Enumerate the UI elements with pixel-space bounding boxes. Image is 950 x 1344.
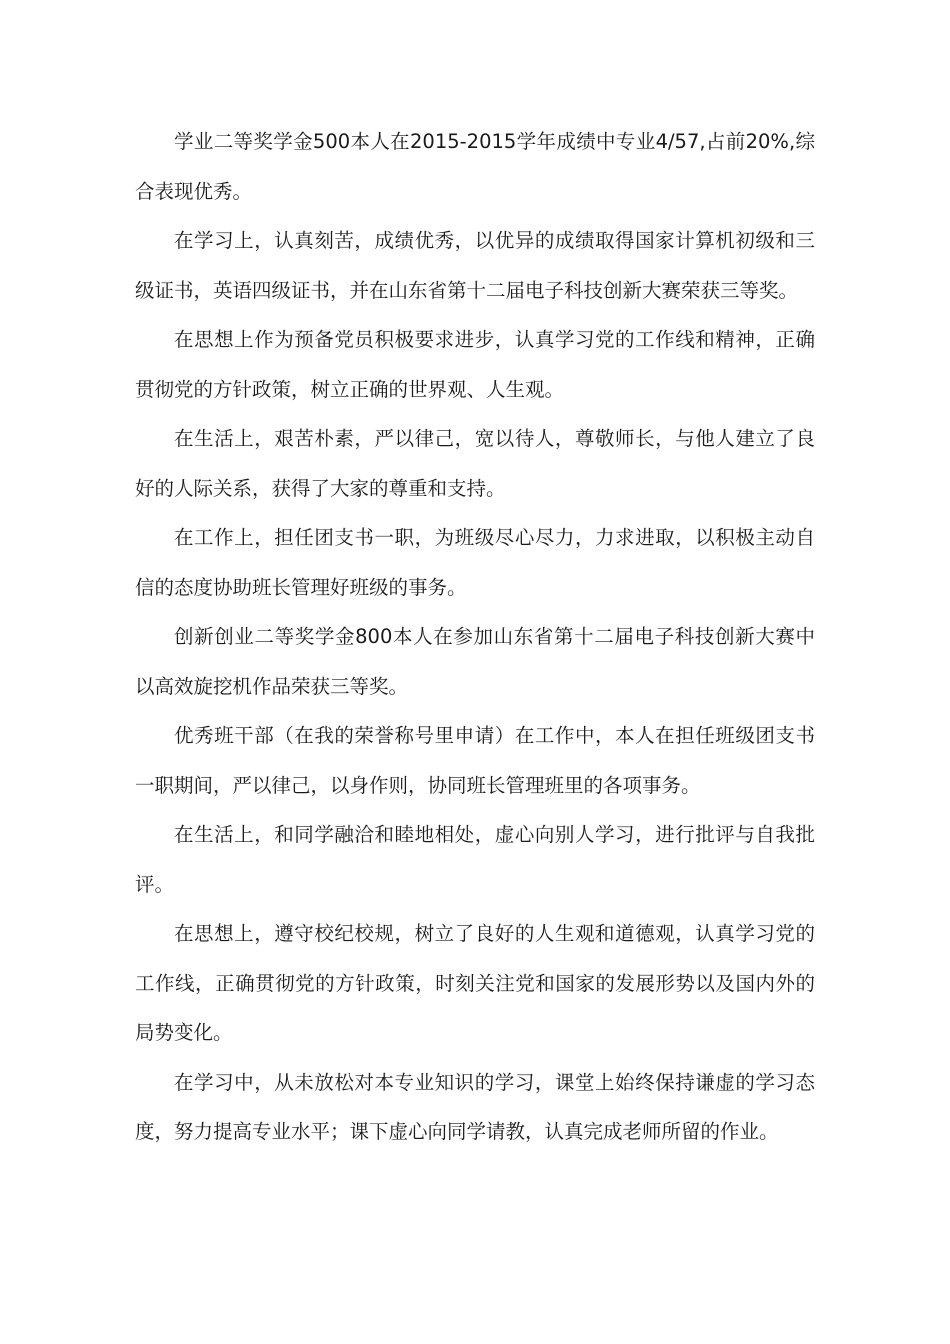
paragraph-thought-2: 在思想上，遵守校纪校规，树立了良好的人生观和道德观，认真学习党的工作线，正确贯彻党的方针政策，时刻关注党和国家的发展形势以及国内外的局势变化。 [135,922,815,1044]
paragraph-life: 在生活上，艰苦朴素，严以律己，宽以待人，尊敬师长，与他人建立了良好的人际关系，获得了大家的尊重和支持。 [135,427,815,500]
paragraph-work: 在工作上，担任团支书一职，为班级尽心尽力，力求进取，以积极主动自信的态度协助班长管理好班级的事务。 [135,526,815,599]
paragraph-excellent-cadre: 优秀班干部（在我的荣誉称号里申请）在工作中，本人在担任班级团支书一职期间，严以律己，以身作则，协同班长管理班里的各项事务。 [135,724,815,797]
document-body [135,117,815,1157]
paragraph-scholarship-second-class: 学业二等奖学金500本人在2015-2015学年成绩中专业4/57,占前20%,综合表现优秀。 [135,130,815,203]
paragraph-life-2: 在生活上，和同学融洽和睦地相处，虚心向别人学习，进行批评与自我批评。 [135,823,815,896]
paragraph-thought: 在思想上作为预备党员积极要求进步，认真学习党的工作线和精神，正确贯彻党的方针政策，树立正确的世界观、人生观。 [135,328,815,401]
paragraph-study-2: 在学习中，从未放松对本专业知识的学习，课堂上始终保持谦虚的学习态度，努力提高专业水平；课下虚心向同学请教，认真完成老师所留的作业。 [135,1070,815,1143]
paragraph-study: 在学习上，认真刻苦，成绩优秀，以优异的成绩取得国家计算机初级和三级证书，英语四级证书，并在山东省第十二届电子科技创新大赛荣获三等奖。 [135,229,815,302]
paragraph-innovation-scholarship: 创新创业二等奖学金800本人在参加山东省第十二届电子科技创新大赛中以高效旋挖机作品荣获三等奖。 [135,625,815,698]
